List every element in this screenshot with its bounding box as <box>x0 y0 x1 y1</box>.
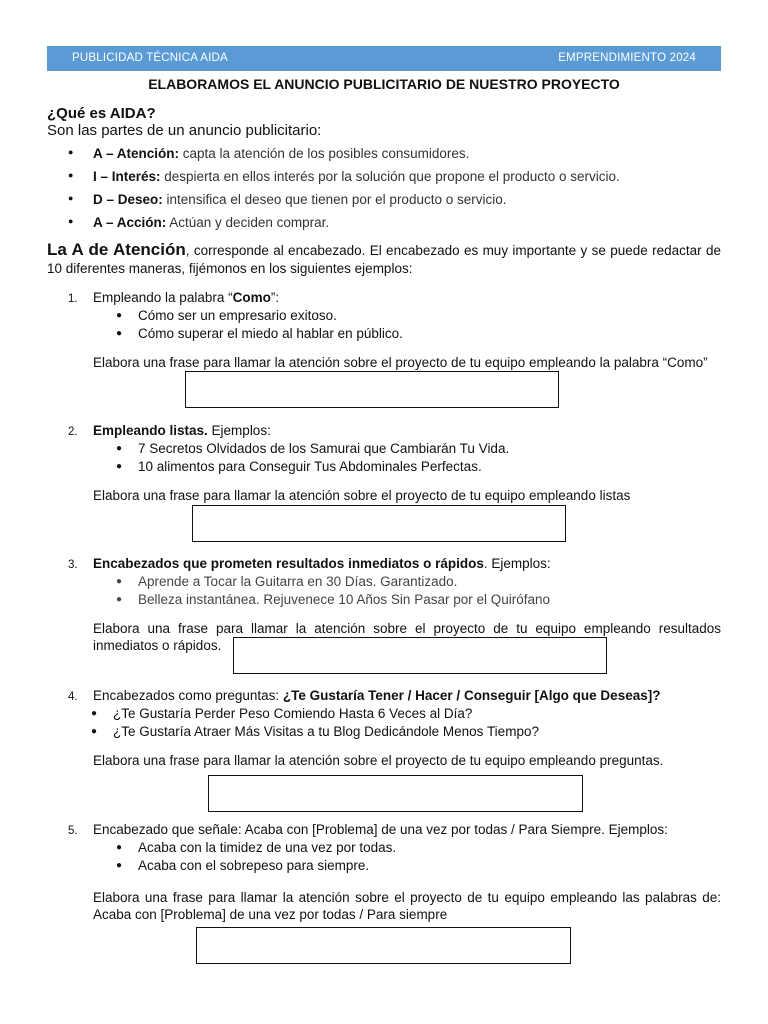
item-instruction: Elabora una frase para llamar la atención sobre el proyecto de tu equipo empleando preguntas. <box>93 753 664 768</box>
answer-box-4[interactable] <box>208 775 583 812</box>
item-heading <box>93 687 721 705</box>
aida-item <box>68 215 620 238</box>
header-bar <box>47 46 721 71</box>
example-item: ● Aprende a Tocar la Guitarra en 30 Días. Garantizado. <box>116 573 721 591</box>
item-heading <box>93 289 721 307</box>
header-right: EMPRENDIMIENTO 2024 <box>558 52 696 64</box>
headline-item-5 <box>68 821 721 923</box>
aida-item <box>68 146 620 169</box>
item-heading-bold: Empleando listas. <box>93 423 208 438</box>
aida-list <box>68 146 620 238</box>
item-heading-post: . Ejemplos: <box>483 556 551 571</box>
aida-item <box>68 169 620 192</box>
headline-item-1 <box>68 289 721 371</box>
item-instruction: Elabora una frase para llamar la atención sobre el proyecto de tu equipo empleando listas <box>93 488 631 503</box>
aida-question-sub: Son las partes de un anuncio publicitario: <box>47 122 322 139</box>
answer-box-5[interactable] <box>196 927 571 964</box>
example-item: ● Cómo superar el miedo al hablar en público. <box>116 325 721 343</box>
item-number: 5. <box>68 825 78 837</box>
item-number: 4. <box>68 691 78 703</box>
example-list <box>116 307 721 343</box>
item-heading-pre: Encabezado que señale: Acaba con [Problema] de una vez por todas / Para Siempre. Ejemplos: <box>93 822 668 837</box>
item-heading <box>93 821 721 839</box>
item-heading-bold: ¿Te Gustaría Tener / Hacer / Conseguir [Algo que Deseas]? <box>282 688 661 703</box>
aida-desc: capta la atención de los posibles consumidores. <box>179 146 470 161</box>
example-list <box>91 705 721 741</box>
answer-box-1[interactable] <box>185 371 559 408</box>
item-heading-post: ”: <box>270 290 280 305</box>
aida-term: A – Acción: <box>93 215 167 230</box>
headline-item-4 <box>68 687 721 769</box>
item-heading-post: Ejemplos: <box>207 423 271 438</box>
item-heading-pre: Encabezados como preguntas: <box>93 688 283 703</box>
example-list <box>116 839 721 875</box>
item-heading-bold: Encabezados que prometen resultados inmediatos o rápidos <box>93 556 484 571</box>
aida-desc: despierta en ellos interés por la solución que propone el producto o servicio. <box>160 169 620 184</box>
intro-text: , corresponde al encabezado. El encabezado es muy importante y se puede redactar de 10 diferentes maneras, fijémonos en los siguientes ejemplos: <box>47 243 721 276</box>
example-item: ● Belleza instantánea. Rejuvenece 10 Años Sin Pasar por el Quirófano <box>116 591 721 609</box>
example-list <box>116 440 721 476</box>
answer-box-3[interactable] <box>233 637 607 674</box>
aida-term: D – Deseo: <box>93 192 163 207</box>
example-item: ● 7 Secretos Olvidados de los Samurai que Cambiarán Tu Vida. <box>116 440 721 458</box>
item-instruction: Elabora una frase para llamar la atención sobre el proyecto de tu equipo empleando la palabra “Como” <box>93 355 708 370</box>
item-heading <box>93 422 721 440</box>
example-item: ● ¿Te Gustaría Perder Peso Comiendo Hasta 6 Veces al Día? <box>91 705 721 723</box>
item-instruction: Elabora una frase para llamar la atención sobre el proyecto de tu equipo empleando las palabras de: Acaba con [Problema] de una vez por todas / Para siempre <box>93 890 721 922</box>
aida-desc: intensifica el deseo que tienen por el producto o servicio. <box>162 192 507 207</box>
aida-term: A – Atención: <box>93 146 180 161</box>
intro-heading: La A de Atención <box>47 240 186 259</box>
item-heading <box>93 555 721 573</box>
aida-item <box>68 192 620 215</box>
item-heading-pre: Empleando la palabra “ <box>93 290 233 305</box>
example-item: ● Cómo ser un empresario exitoso. <box>116 307 721 325</box>
header-left: PUBLICIDAD TÉCNICA AIDA <box>72 52 228 64</box>
page-title: ELABORAMOS EL ANUNCIO PUBLICITARIO DE NUESTRO PROYECTO <box>148 76 620 92</box>
example-item: ● Acaba con el sobrepeso para siempre. <box>116 857 721 875</box>
example-list <box>116 573 721 609</box>
aida-desc: Actúan y deciden comprar. <box>166 215 330 230</box>
item-instruction: Elabora una frase para llamar la atención sobre el proyecto de tu equipo empleando resultados inmediatos o rápidos. <box>93 621 721 653</box>
aida-term: I – Interés: <box>93 169 161 184</box>
example-item: ● Acaba con la timidez de una vez por todas. <box>116 839 721 857</box>
aida-question: ¿Qué es AIDA? <box>47 105 156 122</box>
item-number: 2. <box>68 426 78 438</box>
item-heading-bold: Como <box>232 290 271 305</box>
example-item: ● 10 alimentos para Conseguir Tus Abdominales Perfectas. <box>116 458 721 476</box>
example-item: ● ¿Te Gustaría Atraer Más Visitas a tu Blog Dedicándole Menos Tiempo? <box>91 723 721 741</box>
headline-item-2 <box>68 422 721 504</box>
item-number: 1. <box>68 293 78 305</box>
item-number: 3. <box>68 559 78 571</box>
answer-box-2[interactable] <box>192 505 566 542</box>
intro-paragraph <box>47 241 721 278</box>
